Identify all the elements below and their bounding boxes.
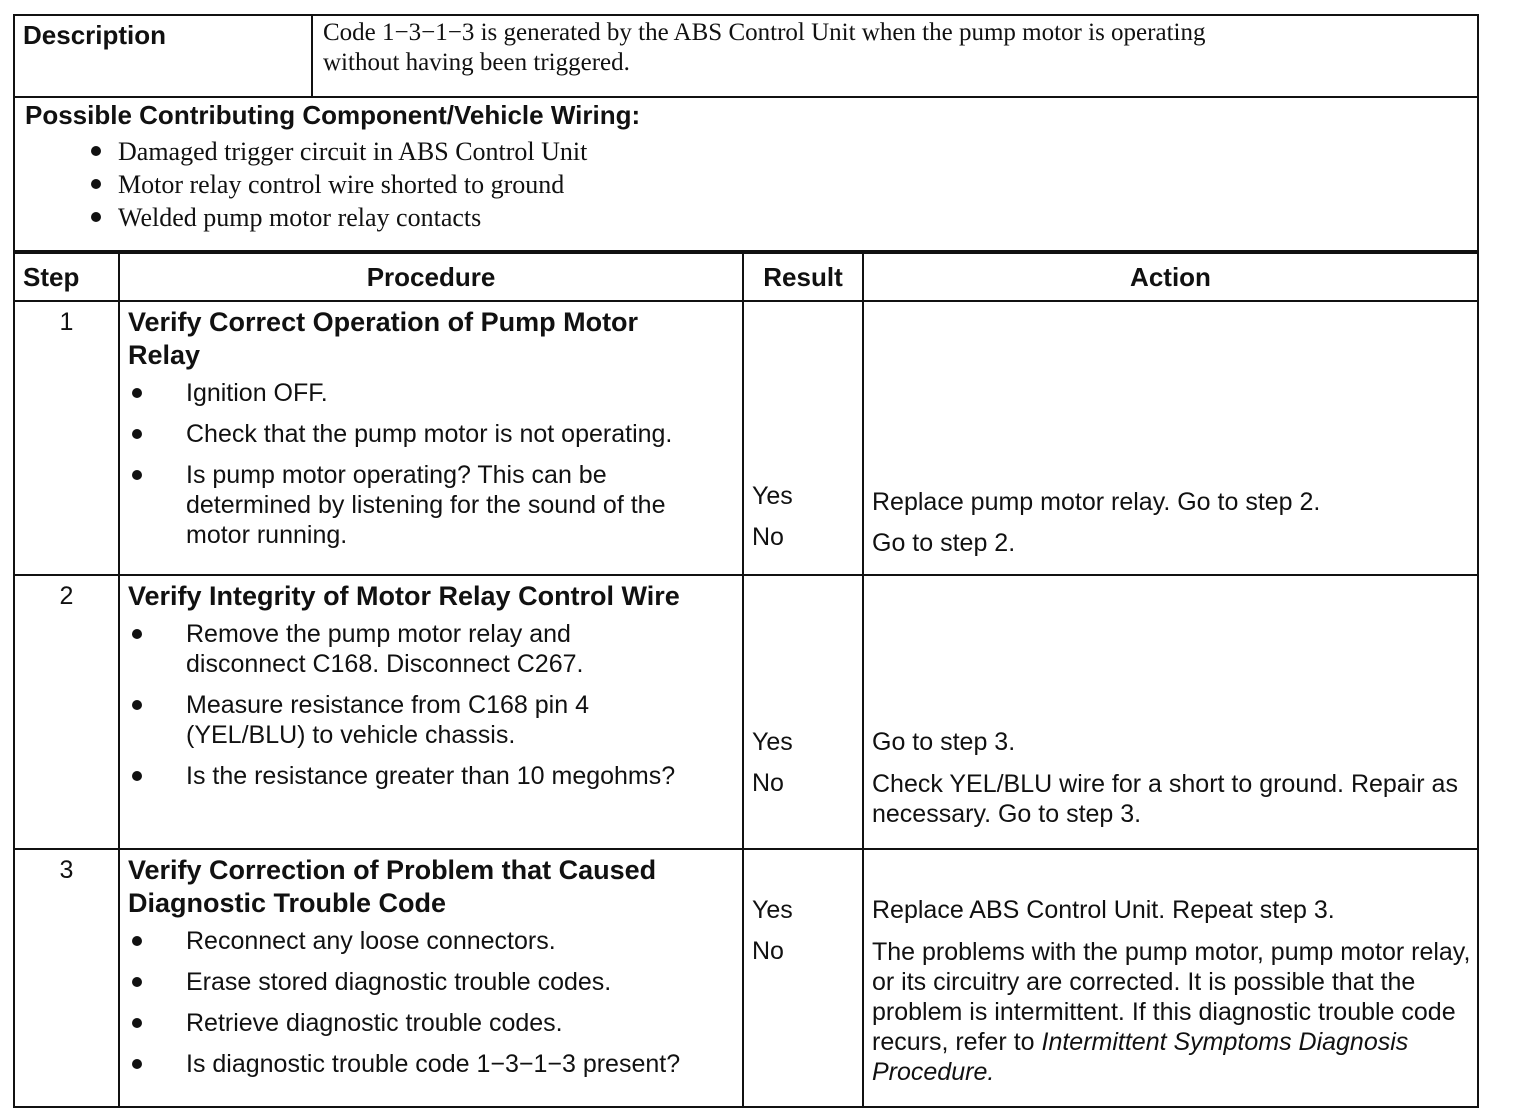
list-item <box>128 690 734 750</box>
procedure-cell <box>119 301 743 575</box>
step-number: 1 <box>14 301 119 575</box>
result-cell <box>743 849 863 1107</box>
bullet-icon <box>132 1018 142 1028</box>
bullet-icon <box>132 1059 142 1069</box>
list-item-text: Is the resistance greater than 10 megohms? <box>186 762 676 790</box>
step-number: 2 <box>14 575 119 849</box>
wiring-item <box>25 168 1467 201</box>
action-no: Check YEL/BLU wire for a short to ground. Repair as necessary. Go to step 3. <box>872 770 1458 828</box>
bullet-icon <box>91 179 101 189</box>
result-no: No <box>752 523 784 551</box>
list-item-text: Erase stored diagnostic trouble codes. <box>186 968 612 996</box>
description-text <box>312 15 1478 97</box>
action-no-reference: Intermittent Symptoms Diagnosis Procedure. <box>872 1028 1409 1086</box>
wiring-title: Possible Contributing Component/Vehicle Wiring: <box>25 100 641 130</box>
description-label: Description <box>14 15 312 97</box>
list-item-text: Ignition OFF. <box>186 379 328 407</box>
list-item <box>128 967 734 997</box>
step-number: 3 <box>14 849 119 1107</box>
action-cell <box>863 575 1478 849</box>
result-yes: Yes <box>752 896 793 924</box>
result-cell <box>743 301 863 575</box>
bullet-icon <box>132 936 142 946</box>
table-row <box>14 849 1478 1107</box>
wiring-item-text: Welded pump motor relay contacts <box>118 203 482 232</box>
list-item-text: Reconnect any loose connectors. <box>186 927 556 955</box>
bullet-icon <box>132 388 142 398</box>
step-title: Verify Integrity of Motor Relay Control Wire <box>128 581 680 611</box>
result-no: No <box>752 769 784 797</box>
action-cell <box>863 301 1478 575</box>
wiring-item-text: Motor relay control wire shorted to ground <box>118 170 565 199</box>
wiring-list <box>25 135 1467 234</box>
result-yes: Yes <box>752 482 793 510</box>
wiring-item-text: Damaged trigger circuit in ABS Control Unit <box>118 137 588 166</box>
action-no: Go to step 2. <box>872 529 1016 557</box>
procedure-cell <box>119 849 743 1107</box>
result-no: No <box>752 937 784 965</box>
list-item-text: Check that the pump motor is not operating. <box>186 420 673 448</box>
list-item <box>128 460 734 550</box>
procedure-bullets <box>128 619 734 791</box>
procedure-bullets <box>128 378 734 550</box>
action-no <box>872 937 1472 1087</box>
bullet-icon <box>132 977 142 987</box>
description-line-2: without having been triggered. <box>323 49 630 76</box>
procedure-header: Procedure <box>119 253 743 301</box>
step-title: Verify Correct Operation of Pump Motor Relay <box>128 307 639 370</box>
procedure-table <box>13 252 1479 1108</box>
result-cell <box>743 575 863 849</box>
description-table <box>13 14 1479 252</box>
table-row <box>14 575 1478 849</box>
procedure-bullets <box>128 926 734 1079</box>
list-item <box>128 926 734 956</box>
action-yes: Replace pump motor relay. Go to step 2. <box>872 488 1321 516</box>
bullet-icon <box>132 771 142 781</box>
list-item <box>128 1049 734 1079</box>
list-item-text: Measure resistance from C168 pin 4 (YEL/BLU) to vehicle chassis. <box>186 691 589 749</box>
action-cell <box>863 849 1478 1107</box>
list-item-text: Remove the pump motor relay and disconnect C168. Disconnect C267. <box>186 620 584 678</box>
bullet-icon <box>132 429 142 439</box>
bullet-icon <box>132 629 142 639</box>
bullet-icon <box>91 146 101 156</box>
action-no-text: The problems with the pump motor, pump motor relay, or its circuitry are corrected. It is possible that the problem is intermittent. If this diagnostic trouble code recurs, refer to <box>872 938 1471 1056</box>
list-item <box>128 1008 734 1038</box>
action-header: Action <box>863 253 1478 301</box>
list-item <box>128 419 734 449</box>
bullet-icon <box>91 212 101 222</box>
list-item-text: Is diagnostic trouble code 1−3−1−3 present? <box>186 1050 681 1078</box>
bullet-icon <box>132 470 142 480</box>
header-row <box>14 253 1478 301</box>
step-header: Step <box>14 253 119 301</box>
table-row <box>14 301 1478 575</box>
result-yes: Yes <box>752 728 793 756</box>
list-item-text: Retrieve diagnostic trouble codes. <box>186 1009 563 1037</box>
procedure-cell <box>119 575 743 849</box>
action-yes: Go to step 3. <box>872 728 1016 756</box>
list-item <box>128 378 734 408</box>
description-line-1: Code 1−3−1−3 is generated by the ABS Control Unit when the pump motor is operating <box>323 19 1206 46</box>
step-title: Verify Correction of Problem that Caused Diagnostic Trouble Code <box>128 855 657 918</box>
list-item <box>128 619 734 679</box>
list-item-text: Is pump motor operating? This can be determined by listening for the sound of the motor running. <box>186 461 666 549</box>
result-header: Result <box>743 253 863 301</box>
wiring-section <box>14 97 1478 251</box>
bullet-icon <box>132 700 142 710</box>
list-item <box>128 761 734 791</box>
action-yes: Replace ABS Control Unit. Repeat step 3. <box>872 896 1335 924</box>
wiring-item <box>25 201 1467 234</box>
wiring-item <box>25 135 1467 168</box>
